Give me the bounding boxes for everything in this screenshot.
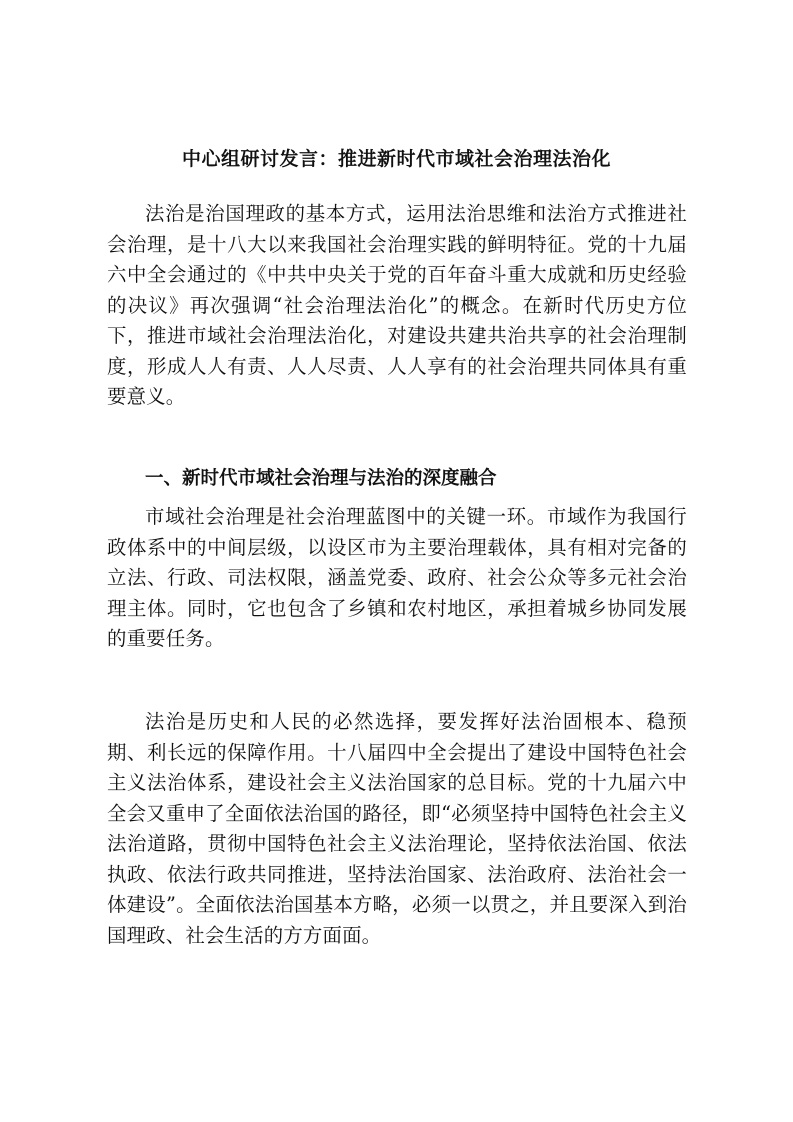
paragraph-rule-of-law: 法治是历史和人民的必然选择，要发挥好法治固根本、稳预期、利长远的保障作用。十八届四中全会提出了建设中国特色社会主义法治体系，建设社会主义法治国家的总目标。党的十九届六中全会又重申了全面依法治国的路径，即“必须坚持中国特色社会主义法治道路，贯彻中国特色社会主义法治理论，坚持依法治国、依法执政、依法行政共同推进，坚持法治国家、法治政府、法治社会一体建设”。全面依法治国基本方略，必须一以贯之，并且要深入到治国理政、社会生活的方方面面。 — [107, 710, 687, 947]
paragraph-municipal-governance: 市域社会治理是社会治理蓝图中的关键一环。市域作为我国行政体系中的中间层级，以设区市为主要治理载体，具有相对完备的立法、行政、司法权限，涵盖党委、政府、社会公众等多元社会治理主体。同时，它也包含了乡镇和农村地区，承担着城乡协同发展的重要任务。 — [107, 505, 687, 650]
document-title: 中心组研讨发言：推进新时代市域社会治理法治化 — [181, 148, 611, 170]
paragraph-intro: 法治是治国理政的基本方式，运用法治思维和法治方式推进社会治理，是十八大以来我国社会治理实践的鲜明特征。党的十九届六中全会通过的《中共中央关于党的百年奋斗重大成就和历史经验的决议》再次强调“社会治理法治化”的概念。在新时代历史方位下，推进市域社会治理法治化，对建设共建共治共享的社会治理制度，形成人人有责、人人尽责、人人享有的社会治理共同体具有重要意义。 — [107, 202, 687, 408]
section-heading-1: 一、新时代市域社会治理与法治的深度融合 — [145, 468, 497, 489]
